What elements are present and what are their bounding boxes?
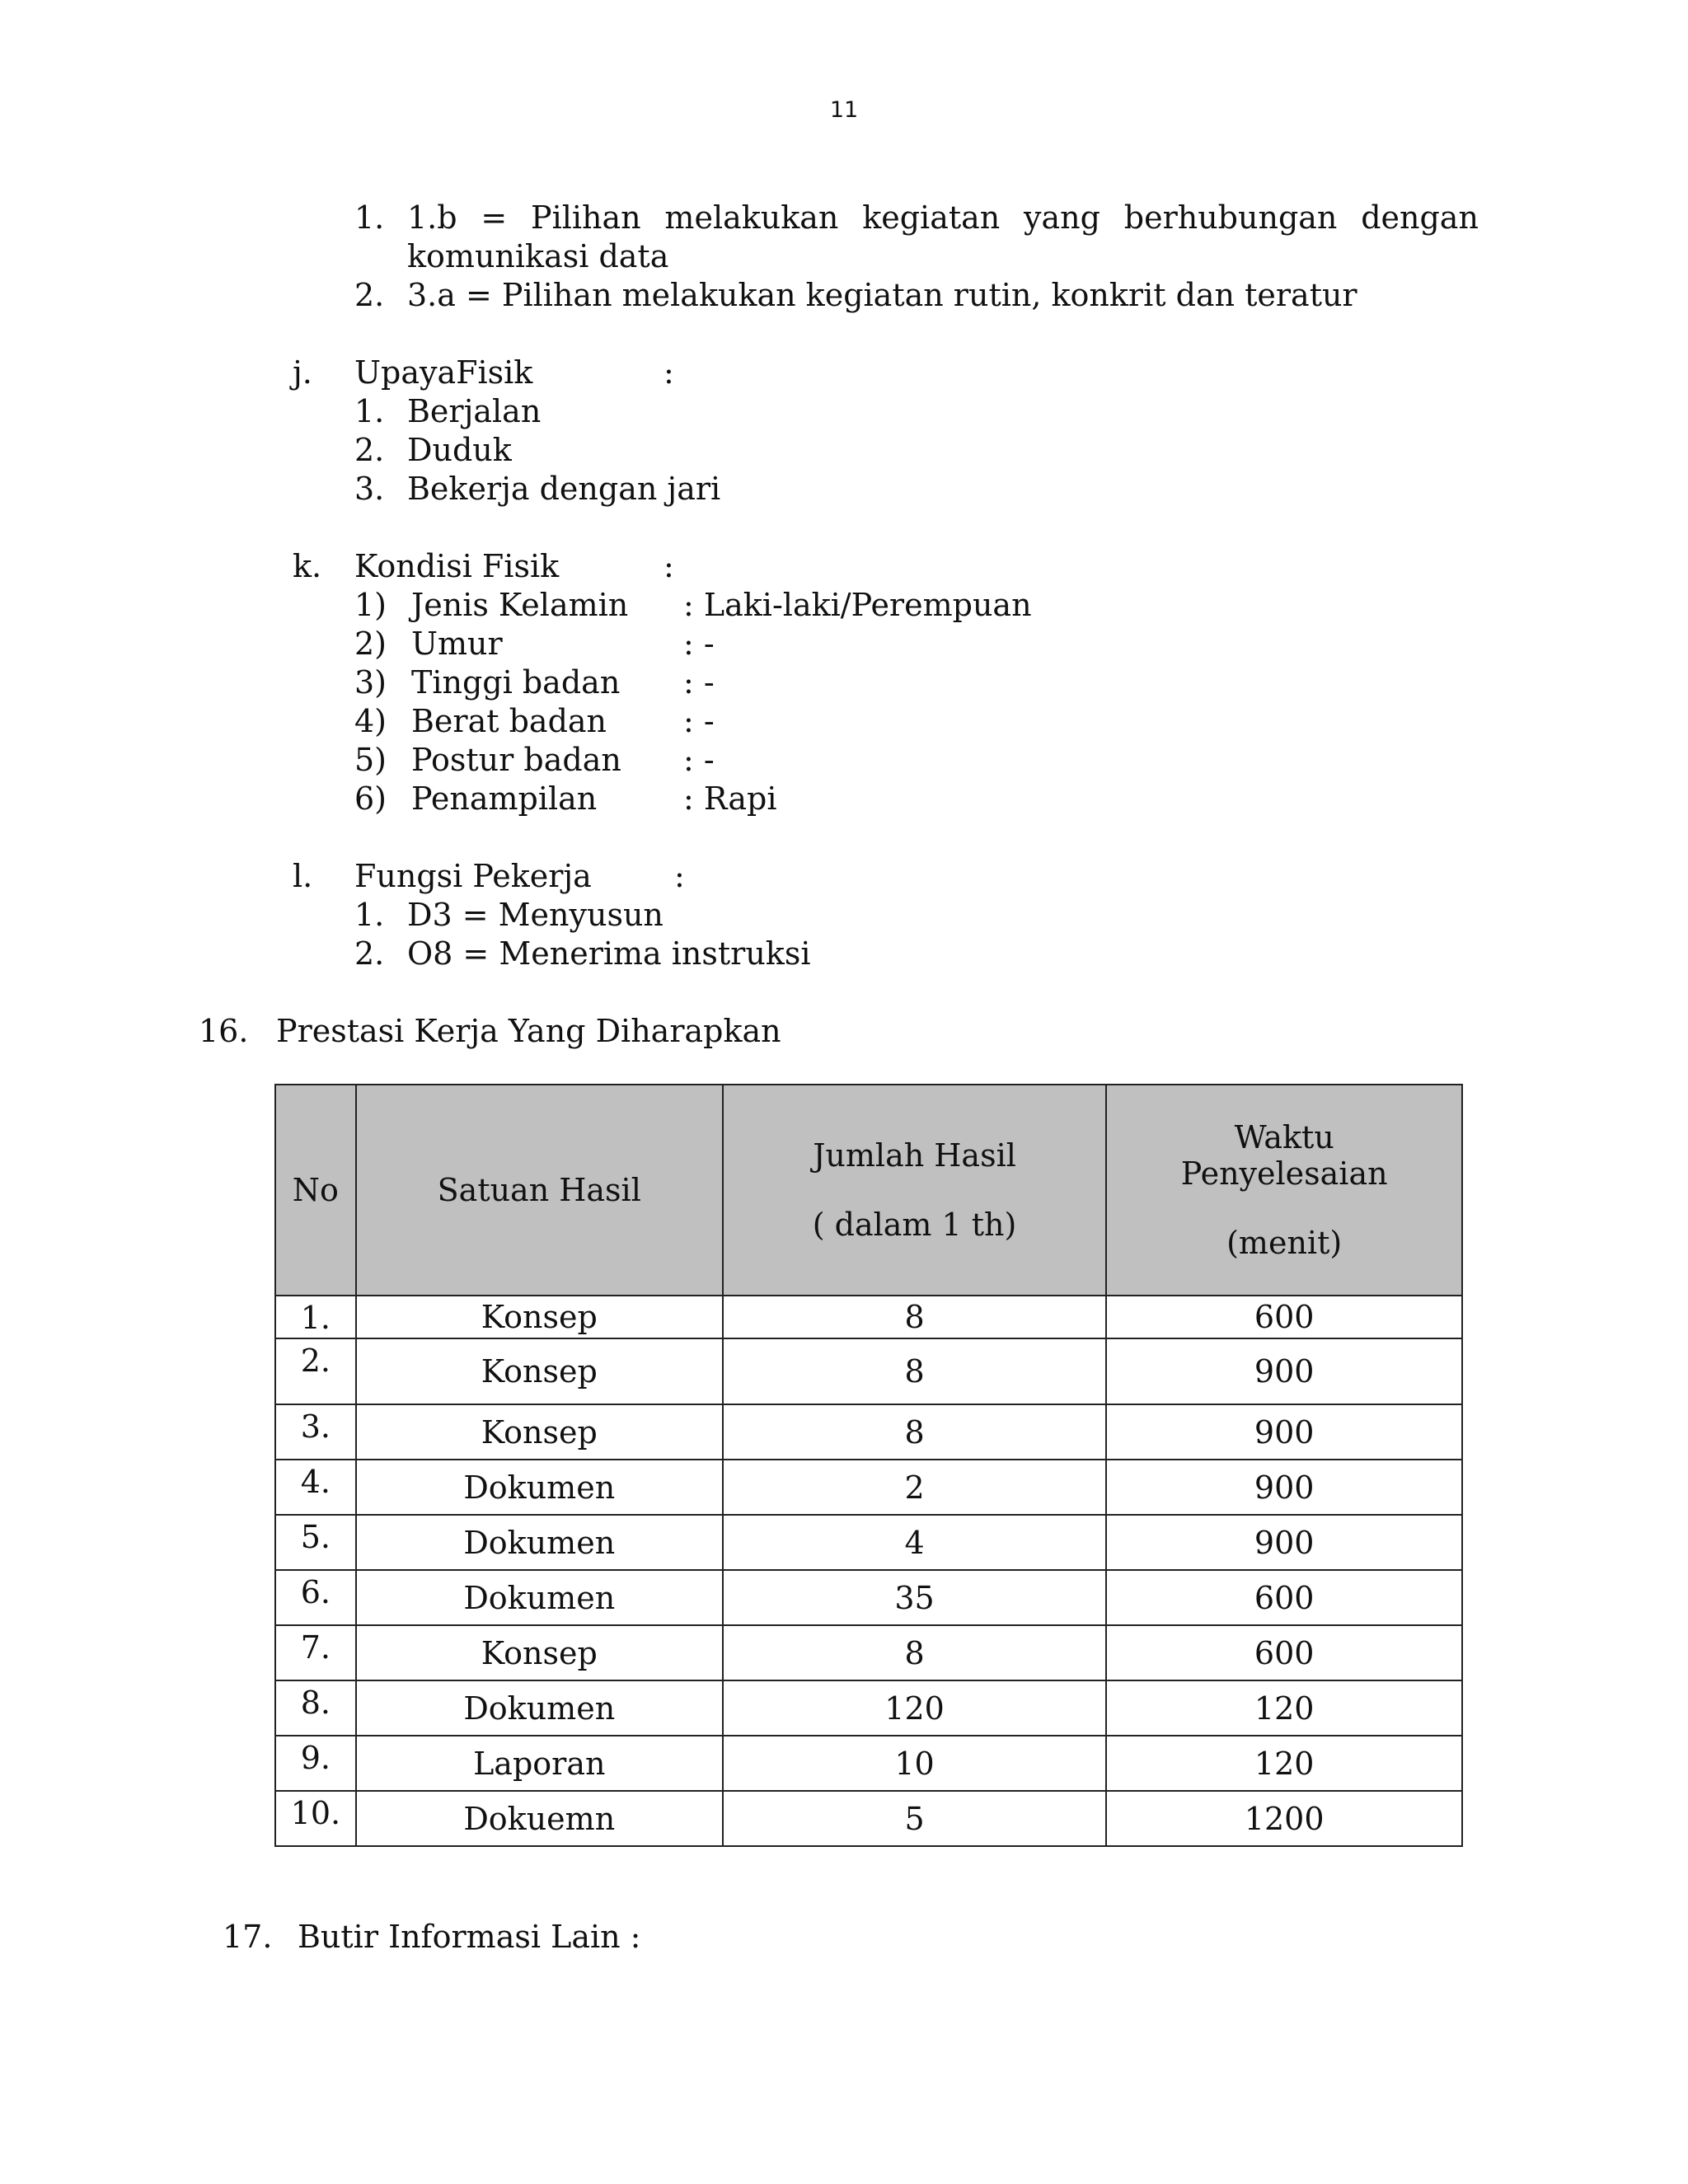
attribute-label: Jenis Kelamin xyxy=(411,587,629,623)
table-row xyxy=(275,1680,1462,1736)
cell-jumlah: 10 xyxy=(723,1736,1107,1791)
list-item-number: 2. xyxy=(354,277,385,313)
table-row xyxy=(275,1296,1462,1338)
cell-waktu: 900 xyxy=(1106,1515,1462,1570)
header-jumlah-line2: ( dalam 1 th) xyxy=(812,1207,1017,1243)
cell-waktu: 900 xyxy=(1106,1404,1462,1460)
cell-no: 6. xyxy=(275,1570,356,1625)
cell-jumlah: 8 xyxy=(723,1296,1107,1338)
cell-satuan: Konsep xyxy=(356,1404,723,1460)
attribute-label: Umur xyxy=(411,626,503,662)
cell-satuan: Konsep xyxy=(356,1338,723,1404)
cell-waktu: 1200 xyxy=(1106,1791,1462,1846)
page-number: 11 xyxy=(829,97,859,123)
section-j-title: UpayaFisik xyxy=(354,354,533,391)
word: berhubungan xyxy=(1123,199,1338,236)
word: melakukan xyxy=(664,199,839,236)
table-row xyxy=(275,1625,1462,1680)
list-item-number: 5) xyxy=(354,742,387,778)
cell-waktu: 600 xyxy=(1106,1296,1462,1338)
cell-waktu: 120 xyxy=(1106,1680,1462,1736)
list-item-text: O8 = Menerima instruksi xyxy=(407,935,811,972)
section-k-colon: : xyxy=(663,548,674,584)
section-l-colon: : xyxy=(674,858,685,894)
list-item-number: 1. xyxy=(354,393,385,429)
header-jumlah-line1: Jumlah Hasil xyxy=(813,1137,1016,1174)
cell-waktu: 900 xyxy=(1106,1460,1462,1515)
cell-jumlah: 5 xyxy=(723,1791,1107,1846)
cell-no: 8. xyxy=(275,1680,356,1736)
list-item-continuation: komunikasi data xyxy=(407,238,669,274)
table-row xyxy=(275,1515,1462,1570)
list-item-number: 1. xyxy=(354,199,385,236)
section-j-colon: : xyxy=(663,354,674,391)
list-item-text: D3 = Menyusun xyxy=(407,897,663,933)
table-row xyxy=(275,1404,1462,1460)
header-no: No xyxy=(275,1085,356,1296)
section-k-title: Kondisi Fisik xyxy=(354,548,560,584)
cell-waktu: 600 xyxy=(1106,1570,1462,1625)
list-item-text: Berjalan xyxy=(407,393,542,429)
prestasi-kerja-table xyxy=(274,1084,1463,1847)
attribute-label: Penampilan xyxy=(411,780,598,817)
attribute-label: Berat badan xyxy=(411,703,607,739)
table-row xyxy=(275,1460,1462,1515)
header-waktu-penyelesaian xyxy=(1106,1085,1462,1296)
list-item-text: Bekerja dengan jari xyxy=(407,471,721,507)
list-item-number: 1. xyxy=(354,897,385,933)
header-waktu-line1: Waktu xyxy=(1234,1119,1334,1155)
word: kegiatan xyxy=(862,199,1001,236)
cell-no: 4. xyxy=(275,1460,356,1515)
header-waktu-line2: Penyelesaian xyxy=(1180,1155,1388,1192)
cell-satuan: Konsep xyxy=(356,1625,723,1680)
word: 1.b xyxy=(407,199,457,236)
list-item-number: 3. xyxy=(354,471,385,507)
cell-no: 9. xyxy=(275,1736,356,1791)
cell-no: 1. xyxy=(275,1296,356,1338)
word: yang xyxy=(1024,199,1100,236)
cell-satuan: Dokumen xyxy=(356,1570,723,1625)
cell-jumlah: 4 xyxy=(723,1515,1107,1570)
list-item-number: 2. xyxy=(354,935,385,972)
section-l-letter: l. xyxy=(293,858,313,894)
header-jumlah-hasil xyxy=(723,1085,1107,1296)
attribute-label: Tinggi badan xyxy=(411,664,621,701)
cell-no: 5. xyxy=(275,1515,356,1570)
cell-waktu: 120 xyxy=(1106,1736,1462,1791)
attribute-value: : Laki-laki/Perempuan xyxy=(683,587,1032,623)
word: dengan xyxy=(1361,199,1479,236)
cell-satuan: Dokuemn xyxy=(356,1791,723,1846)
attribute-value: : Rapi xyxy=(683,780,777,817)
attribute-label: Postur badan xyxy=(411,742,621,778)
cell-jumlah: 120 xyxy=(723,1680,1107,1736)
cell-no: 3. xyxy=(275,1404,356,1460)
cell-satuan: Laporan xyxy=(356,1736,723,1791)
list-item-text: Duduk xyxy=(407,432,512,468)
attribute-value: : - xyxy=(683,703,715,739)
cell-satuan: Konsep xyxy=(356,1296,723,1338)
cell-satuan: Dokumen xyxy=(356,1680,723,1736)
table-row xyxy=(275,1791,1462,1846)
cell-jumlah: 8 xyxy=(723,1338,1107,1404)
list-item-justified-line xyxy=(407,199,1479,237)
cell-jumlah: 8 xyxy=(723,1625,1107,1680)
table-row xyxy=(275,1338,1462,1404)
cell-jumlah: 2 xyxy=(723,1460,1107,1515)
cell-satuan: Dokumen xyxy=(356,1515,723,1570)
list-item-number: 4) xyxy=(354,703,387,739)
word: Pilihan xyxy=(531,199,641,236)
list-item-number: 1) xyxy=(354,587,387,623)
table-header-row xyxy=(275,1085,1462,1296)
section-l-title: Fungsi Pekerja xyxy=(354,858,592,894)
section-k-letter: k. xyxy=(293,548,322,584)
attribute-value: : - xyxy=(683,664,715,701)
list-item-number: 6) xyxy=(354,780,387,817)
header-waktu-line3: (menit) xyxy=(1226,1225,1343,1261)
list-item-text: 3.a = Pilihan melakukan kegiatan rutin, konkrit dan teratur xyxy=(407,277,1357,313)
table-row xyxy=(275,1736,1462,1791)
cell-waktu: 900 xyxy=(1106,1338,1462,1404)
word: = xyxy=(481,199,508,236)
section-17-number: 17. xyxy=(223,1919,273,1955)
table-row xyxy=(275,1570,1462,1625)
cell-satuan: Dokumen xyxy=(356,1460,723,1515)
cell-jumlah: 35 xyxy=(723,1570,1107,1625)
section-j-letter: j. xyxy=(293,354,312,391)
cell-no: 10. xyxy=(275,1791,356,1846)
header-satuan-hasil: Satuan Hasil xyxy=(356,1085,723,1296)
list-item-number: 2. xyxy=(354,432,385,468)
list-item-number: 3) xyxy=(354,664,387,701)
cell-jumlah: 8 xyxy=(723,1404,1107,1460)
attribute-value: : - xyxy=(683,626,715,662)
cell-waktu: 600 xyxy=(1106,1625,1462,1680)
section-16-number: 16. xyxy=(199,1013,249,1049)
list-item-number: 2) xyxy=(354,626,387,662)
attribute-value: : - xyxy=(683,742,715,778)
cell-no: 7. xyxy=(275,1625,356,1680)
section-16-title: Prestasi Kerja Yang Diharapkan xyxy=(276,1013,781,1049)
cell-no: 2. xyxy=(275,1338,356,1404)
section-17-title: Butir Informasi Lain : xyxy=(298,1919,641,1955)
